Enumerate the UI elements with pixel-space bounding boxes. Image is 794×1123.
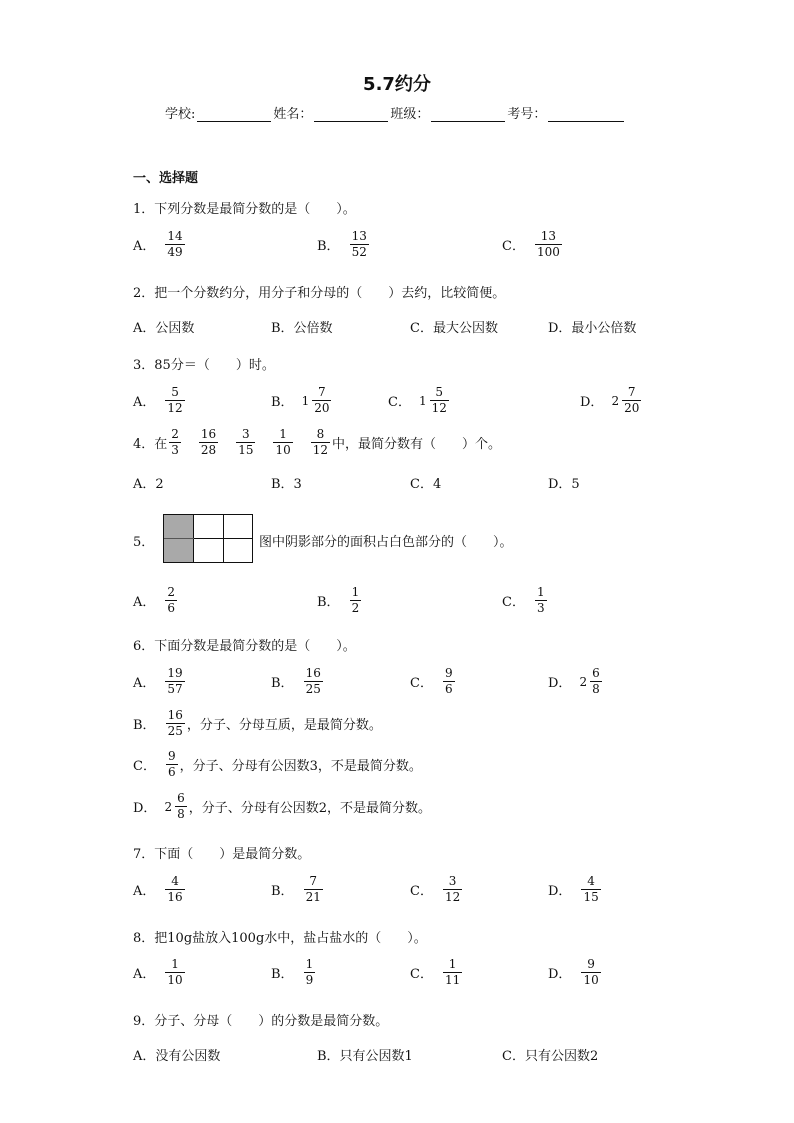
- q2-option-c[interactable]: C．最大公因数: [410, 321, 498, 336]
- question-5-number: 5．: [133, 535, 155, 550]
- q7-option-b[interactable]: B． $\frac{7}{21}$: [271, 874, 321, 904]
- q8-option-a[interactable]: A． $\frac{1}{10}$: [133, 957, 183, 987]
- fraction: $\frac{16}{25}$: [305, 666, 321, 696]
- q6-option-a[interactable]: A． $\frac{19}{57}$: [133, 666, 183, 696]
- question-1-stem: 1．下列分数是最简分数的是（ ）。: [133, 202, 356, 217]
- school-blank[interactable]: [197, 107, 271, 122]
- q8-option-b[interactable]: B． $\frac{1}{9}$: [271, 957, 314, 987]
- fraction: $\frac{1}{10}$: [275, 427, 291, 457]
- fraction: $\frac{9}{6}$: [167, 749, 176, 779]
- fraction: $\frac{7}{21}$: [305, 874, 321, 904]
- q6-explanation-c: C． $\frac{9}{6}$ ，分子、分母有公因数3，不是最简分数。: [133, 749, 422, 779]
- fraction: $\frac{5}{12}$: [431, 385, 447, 415]
- q3-option-b[interactable]: B． 1 $\frac{7}{20}$: [271, 385, 330, 415]
- fraction: $\frac{19}{57}$: [167, 666, 183, 696]
- q9-option-c[interactable]: C．只有公因数2: [502, 1049, 599, 1064]
- q2-option-b[interactable]: B．公倍数: [271, 321, 333, 336]
- q4-option-c[interactable]: C．4: [410, 477, 442, 492]
- name-label: 姓名：: [273, 107, 313, 122]
- q2-option-d[interactable]: D．最小公倍数: [548, 321, 637, 336]
- q4-option-d[interactable]: D．5: [548, 477, 580, 492]
- fraction: $\frac{13}{100}$: [536, 229, 560, 259]
- shaded-grid-figure: [163, 514, 253, 563]
- q1-option-a[interactable]: A． $\frac{14}{49}$: [133, 229, 183, 259]
- student-info-line: [165, 103, 626, 122]
- fraction: $\frac{2}{6}$: [167, 585, 176, 615]
- fraction: $\frac{3}{12}$: [444, 874, 461, 904]
- question-2-stem: 2．把一个分数约分，用分子和分母的（ ）去约，比较简便。: [133, 286, 506, 301]
- question-6-stem: 6．下面分数是最简分数的是（ ）。: [133, 639, 356, 654]
- q9-option-a[interactable]: A．没有公因数: [133, 1049, 221, 1064]
- fraction: $\frac{16}{28}$: [200, 427, 217, 457]
- fraction: $\frac{5}{12}$: [167, 385, 183, 415]
- q3-option-a[interactable]: A． $\frac{5}{12}$: [133, 385, 183, 415]
- q1-option-b[interactable]: B． $\frac{13}{52}$: [317, 229, 367, 259]
- page-title: 5.7约分: [363, 74, 431, 95]
- fraction: $\frac{16}{25}$: [167, 708, 183, 738]
- q1-option-c[interactable]: C． $\frac{13}{100}$: [502, 229, 560, 259]
- number-label: 考号：: [507, 107, 547, 122]
- number-blank[interactable]: [548, 107, 624, 122]
- q3-option-d[interactable]: D． 2 $\frac{7}{20}$: [580, 385, 640, 415]
- q3-option-c[interactable]: C． 1 $\frac{5}{12}$: [388, 385, 447, 415]
- class-blank[interactable]: [431, 107, 505, 122]
- question-3-stem: 3．85分＝（ ）时。: [133, 358, 275, 373]
- fraction: $\frac{1}{11}$: [444, 957, 461, 987]
- q6-explanation-b: B． $\frac{16}{25}$ ，分子、分母互质，是最简分数。: [133, 708, 382, 738]
- q4-option-a[interactable]: A．2: [133, 477, 164, 492]
- fraction: $\frac{4}{15}$: [583, 874, 599, 904]
- fraction: $\frac{14}{49}$: [167, 229, 183, 259]
- q7-option-c[interactable]: C． $\frac{3}{12}$: [410, 874, 461, 904]
- q5-option-a[interactable]: A． $\frac{2}{6}$: [133, 585, 176, 615]
- section-heading: 一、选择题: [133, 171, 199, 186]
- fraction: $\frac{1}{9}$: [305, 957, 314, 987]
- fraction: $\frac{4}{16}$: [167, 874, 183, 904]
- name-blank[interactable]: [314, 107, 388, 122]
- fraction: $\frac{7}{20}$: [624, 385, 640, 415]
- fraction: $\frac{9}{6}$: [444, 666, 453, 696]
- q4-option-b[interactable]: B．3: [271, 477, 302, 492]
- fraction: $\frac{3}{15}$: [238, 427, 254, 457]
- school-label: 学校:: [165, 107, 196, 122]
- fraction: $\frac{6}{8}$: [592, 666, 600, 696]
- fraction: $\frac{13}{52}$: [351, 229, 367, 259]
- q6-option-b[interactable]: B． $\frac{16}{25}$: [271, 666, 321, 696]
- fraction: $\frac{9}{10}$: [583, 957, 599, 987]
- question-7-stem: 7．下面（ ）是最简分数。: [133, 847, 311, 862]
- question-9-stem: 9．分子、分母（ ）的分数是最简分数。: [133, 1014, 389, 1029]
- q7-option-d[interactable]: D． $\frac{4}{15}$: [548, 874, 599, 904]
- question-8-stem: 8．把10g盐放入100g水中，盐占盐水的（ ）。: [133, 931, 427, 946]
- fraction: $\frac{1}{2}$: [351, 585, 360, 615]
- q5-option-b[interactable]: B． $\frac{1}{2}$: [317, 585, 360, 615]
- q8-option-c[interactable]: C． $\frac{1}{11}$: [410, 957, 461, 987]
- q2-option-a[interactable]: A．公因数: [133, 321, 195, 336]
- question-5-stem: 图中阴影部分的面积占白色部分的（ ）。: [259, 535, 513, 550]
- fraction: $\frac{2}{3}$: [171, 427, 179, 457]
- q7-option-a[interactable]: A． $\frac{4}{16}$: [133, 874, 183, 904]
- fraction: $\frac{7}{20}$: [314, 385, 330, 415]
- fraction: $\frac{8}{12}$: [312, 427, 329, 457]
- q8-option-d[interactable]: D． $\frac{9}{10}$: [548, 957, 599, 987]
- q6-explanation-d: D． 2 $\frac{6}{8}$ ，分子、分母有公因数2，不是最简分数。: [133, 791, 431, 821]
- q9-option-b[interactable]: B．只有公因数1: [317, 1049, 413, 1064]
- question-4-stem: 4．在 $\frac{2}{3}$ $\frac{16}{28}$ $\frac{3}{15}$ $\frac{1}{10}$ $\frac{8}{12}$ 中，最简分数有（ ）个。: [133, 427, 502, 457]
- q6-option-c[interactable]: C． $\frac{9}{6}$: [410, 666, 453, 696]
- class-label: 班级：: [390, 107, 430, 122]
- fraction: $\frac{1}{10}$: [167, 957, 183, 987]
- fraction: $\frac{1}{3}$: [536, 585, 545, 615]
- q6-option-d[interactable]: D． 2 $\frac{6}{8}$: [548, 666, 600, 696]
- q5-option-c[interactable]: C． $\frac{1}{3}$: [502, 585, 545, 615]
- fraction: $\frac{6}{8}$: [177, 791, 185, 821]
